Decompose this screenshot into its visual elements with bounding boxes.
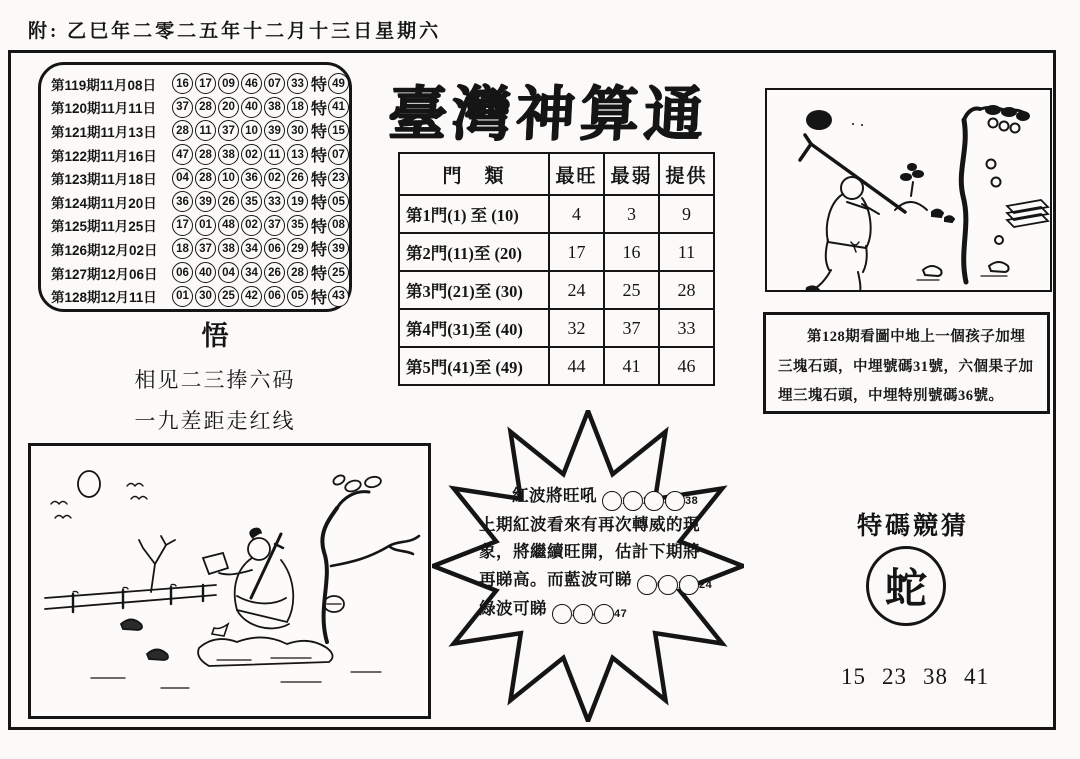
number-circle: 11 [195,120,216,141]
stats-row [399,195,714,233]
rock [121,620,142,631]
te-label: 特 [311,266,328,284]
child-hoe-picture-box [765,88,1052,292]
number-circle: 18 [172,238,193,259]
scholar-picture-box [28,443,431,719]
number-circle: 37 [218,120,239,141]
stats-category-cell: 第4門(31)至 (40) [399,309,549,347]
paper [203,553,228,574]
poem-line: 一九差距走红线 [134,409,296,433]
result-label: 第119期11月08日 [51,77,157,93]
result-row [51,284,349,308]
result-row [51,214,349,238]
date-line: 附: 乙巳年二零二五年十二月十三日星期六 [28,21,442,42]
burst-number-circle: 47 [594,604,614,624]
zodiac-circle [866,546,946,626]
number-circle: 17 [195,73,216,94]
number-circle: 36 [172,191,193,212]
stats-offer-cell: 33 [659,309,714,347]
dead-branch [139,536,175,592]
number-circle: 02 [264,168,285,189]
number-circle: 05 [287,286,308,307]
special-number-circle: 43 [328,286,349,307]
te-label: 特 [311,100,328,118]
scholar-figure [203,529,293,637]
special-number-circle: 49 [328,73,349,94]
number-circle: 28 [195,168,216,189]
rock [147,650,168,661]
te-label: 特 [311,77,328,95]
stats-cold-cell: 41 [604,347,659,385]
number-circle: 06 [264,286,285,307]
number-circle: 02 [241,144,262,165]
result-label: 第122期11月16日 [51,148,157,164]
number-circle: 01 [195,215,216,236]
picture-note-box [763,312,1050,414]
stone-slabs [1007,200,1048,227]
stats-category-cell: 第1門(1) 至 (10) [399,195,549,233]
number-circle: 26 [287,168,308,189]
number-circle: 36 [241,168,262,189]
number-circle: 06 [264,238,285,259]
special-number-circle: 08 [328,215,349,236]
falling-fruit [992,178,1001,187]
stats-category-cell: 第2門(11)至 (20) [399,233,549,271]
stats-hot-cell: 4 [549,195,604,233]
number-circle: 04 [172,168,193,189]
stats-row [399,347,714,385]
number-circle: 39 [195,191,216,212]
stats-cold-cell: 16 [604,233,659,271]
zodiac-label: 蛇 [884,567,927,613]
result-row [51,190,349,214]
stats-header-cell: 提供 [659,153,714,195]
stats-hot-cell: 24 [549,271,604,309]
special-number-circle: 25 [328,262,349,283]
stats-hot-cell: 32 [549,309,604,347]
number-circle: 01 [172,286,193,307]
number-circle: 29 [287,238,308,259]
te-label: 特 [311,171,328,189]
falling-fruit [995,236,1003,244]
number-circle: 37 [264,215,285,236]
stats-header-cell: 最旺 [549,153,604,195]
te-label: 特 [311,218,328,236]
falling-fruit [987,160,996,169]
number-circle: 38 [264,97,285,118]
number-circle: 20 [218,97,239,118]
number-circle: 33 [264,191,285,212]
result-label: 第127期12月06日 [51,266,158,282]
number-circle: 26 [218,191,239,212]
number-circle: 17 [172,215,193,236]
result-label: 第125期11月25日 [51,219,157,235]
number-circle: 18 [287,97,308,118]
number-circle: 48 [218,215,239,236]
number-circle: 40 [195,262,216,283]
stats-table-body [399,195,714,385]
te-label: 特 [311,242,328,260]
result-label: 第120期11月11日 [51,101,157,117]
result-row [51,119,349,143]
sun-icon [806,110,832,130]
number-circle: 34 [241,262,262,283]
result-label: 第121期11月13日 [51,124,157,140]
number-circle: 33 [287,73,308,94]
special-number-circle: 05 [328,191,349,212]
number-circle: 04 [218,262,239,283]
stats-hot-cell: 44 [549,347,604,385]
number-circle: 30 [287,120,308,141]
guess-numbers [840,664,990,690]
main-title: 臺灣神算通 [385,81,710,147]
stats-header-cell: 最弱 [604,153,659,195]
hoe-head [800,135,811,160]
burst [432,410,744,722]
rock [923,266,942,276]
stats-hot-cell: 17 [549,233,604,271]
number-circle: 09 [218,73,239,94]
te-label: 特 [311,195,328,213]
stats-cold-cell: 25 [604,271,659,309]
number-circle: 25 [218,286,239,307]
number-circle: 46 [241,73,262,94]
result-row [51,237,349,261]
burst-text: 紅波將旺吼 38上期紅波看來有再次轉威的現象，將繼續旺開，估計下期將再睇高。而藍波可睇 24綠波可睇 47 [479,482,701,624]
guess-number: 15 [841,664,866,689]
stats-cold-cell: 37 [604,309,659,347]
rock [989,262,1009,272]
number-circle: 38 [218,144,239,165]
result-label: 第128期12月11日 [51,290,157,306]
number-circle: 13 [287,144,308,165]
number-circle: 26 [264,262,285,283]
stats-category-cell: 第3門(21)至 (30) [399,271,549,309]
number-circle: 39 [264,120,285,141]
burst-number-circle: 24 [679,575,699,595]
number-circle: 42 [241,286,262,307]
result-row [51,96,349,120]
child-hoe-illustration [767,90,1050,290]
seated-scholar-illustration [31,446,422,710]
special-number-circle: 23 [328,168,349,189]
number-circle: 19 [287,191,308,212]
number-circle: 35 [241,191,262,212]
guess-number: 38 [923,664,948,689]
stats-offer-cell: 28 [659,271,714,309]
te-label: 特 [311,124,328,142]
stats-row [399,271,714,309]
result-row [51,143,349,167]
stats-offer-cell: 46 [659,347,714,385]
number-circle: 10 [218,168,239,189]
number-circle: 30 [195,286,216,307]
special-guess-heading: 特碼競猜 [856,513,969,540]
guess-number: 23 [882,664,907,689]
result-label: 第123期11月18日 [51,172,157,188]
number-circle: 07 [264,73,285,94]
result-label: 第124期11月20日 [51,195,157,211]
stats-cold-cell: 3 [604,195,659,233]
number-circle: 28 [195,144,216,165]
number-circle: 28 [287,262,308,283]
picture-note-text: 第128期看圖中地上一個孩子加埋三塊石頭，中埋號碼31號，六個果子加埋三塊石頭，中埋特別號碼36號。 [778,329,1034,405]
stats-row [399,233,714,271]
stats-row [399,309,714,347]
number-circle: 34 [241,238,262,259]
poem-title: 悟 [201,321,229,351]
stats-category-cell: 第5門(41)至 (49) [399,347,549,385]
burst-number-circle: 38 [665,491,685,511]
number-circle: 40 [241,97,262,118]
number-circle: 28 [172,120,193,141]
result-row [51,72,349,96]
number-circle: 37 [172,97,193,118]
number-circle: 16 [172,73,193,94]
stats-offer-cell: 11 [659,233,714,271]
fruit-tree [961,105,1030,282]
special-number-circle: 07 [328,144,349,165]
stats-table-head [399,153,714,195]
number-circle: 28 [195,97,216,118]
special-number-circle: 39 [328,238,349,259]
stats-header-row [399,153,714,195]
stats-header-cell: 門 類 [399,153,549,195]
stats-table [398,152,715,386]
number-circle: 11 [264,144,285,165]
te-label: 特 [311,289,328,307]
number-circle: 37 [195,238,216,259]
child-figure [806,177,879,290]
poem-line: 相见二三捧六码 [134,368,296,392]
number-circle: 35 [287,215,308,236]
fence [45,584,216,612]
result-row [51,261,349,285]
special-number-circle: 15 [328,120,349,141]
result-label: 第126期12月02日 [51,242,158,258]
gnarled-tree [322,474,419,642]
guess-number: 41 [964,664,989,689]
results-box [38,62,352,312]
moon-icon [78,471,100,497]
number-circle: 38 [218,238,239,259]
number-circle: 06 [172,262,193,283]
number-circle: 10 [241,120,262,141]
number-circle: 02 [241,215,262,236]
te-label: 特 [311,148,328,166]
result-row [51,166,349,190]
special-number-circle: 41 [328,97,349,118]
stats-offer-cell: 9 [659,195,714,233]
number-circle: 47 [172,144,193,165]
